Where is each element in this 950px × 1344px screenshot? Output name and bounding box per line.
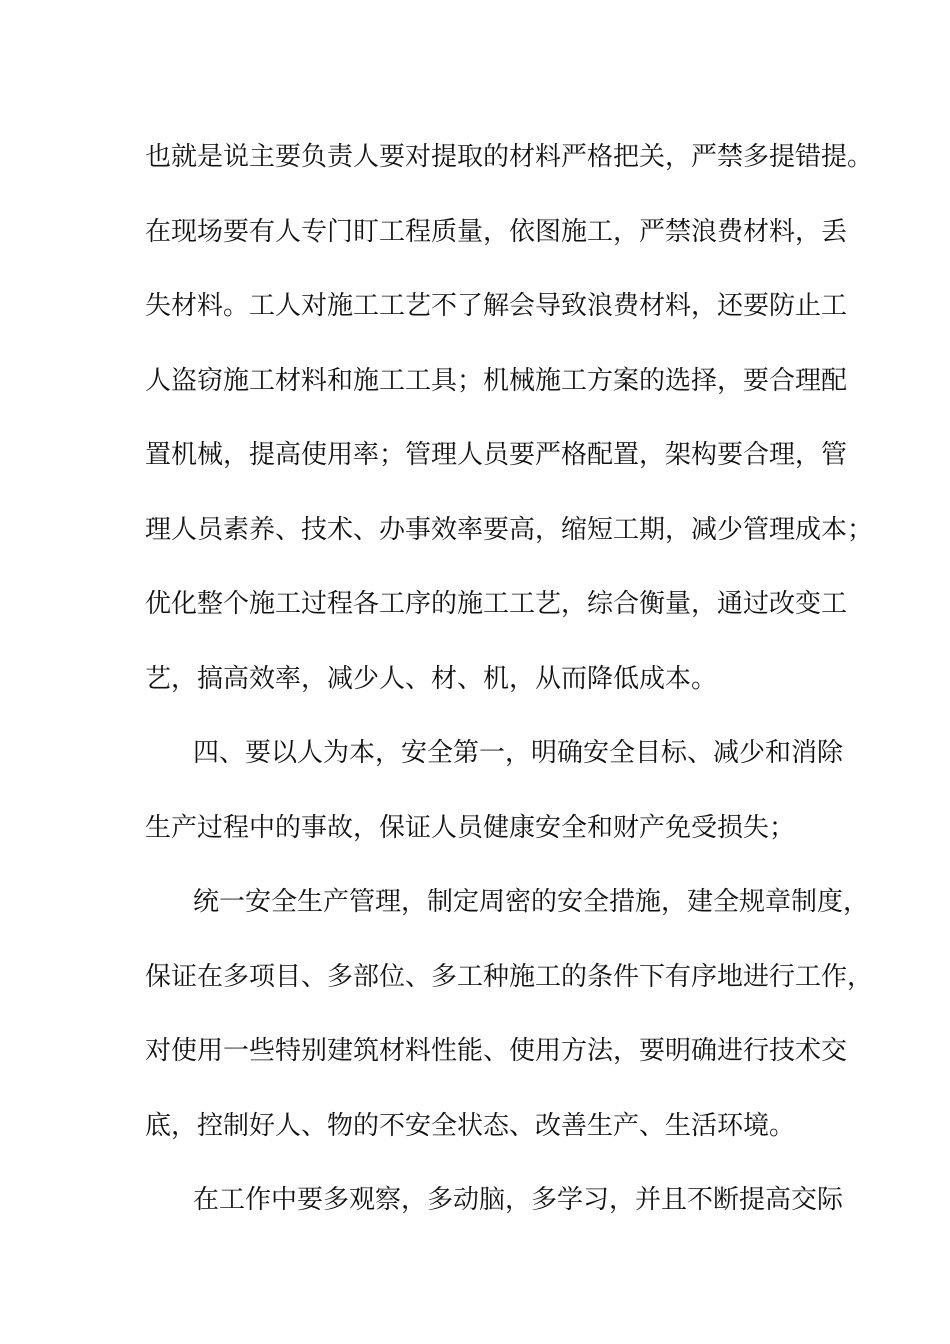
text-line: 置机械，提高使用率；管理人员要严格配置，架构要合理，管 <box>145 440 848 470</box>
paragraph-heading: 四、要以人为本，安全第一，明确安全目标、减少和消除 <box>193 738 844 768</box>
text-line: 失材料。工人对施工工艺不了解会导致浪费材料，还要防止工 <box>145 291 848 321</box>
text-line: 优化整个施工过程各工序的施工工艺，综合衡量，通过改变工 <box>145 589 848 619</box>
paragraph-start: 在工作中要多观察，多动脑，多学习，并且不断提高交际 <box>193 1185 844 1215</box>
text-line: 理人员素养、技术、办事效率要高，缩短工期，减少管理成本； <box>145 515 874 545</box>
text-line: 也就是说主要负责人要对提取的材料严格把关，严禁多提错提。 <box>145 142 874 172</box>
text-line: 艺，搞高效率，减少人、材、机，从而降低成本。 <box>145 664 718 694</box>
text-line: 人盗窃施工材料和施工工具；机械施工方案的选择，要合理配 <box>145 366 848 396</box>
text-line: 生产过程中的事故，保证人员健康安全和财产免受损失； <box>145 813 796 843</box>
text-line: 在现场要有人专门盯工程质量，依图施工，严禁浪费材料，丢 <box>145 217 848 247</box>
paragraph-start: 统一安全生产管理，制定周密的安全措施，建全规章制度， <box>193 887 870 917</box>
text-line: 对使用一些特别建筑材料性能、使用方法，要明确进行技术交 <box>145 1036 848 1066</box>
text-line: 保证在多项目、多部位、多工种施工的条件下有序地进行工作， <box>145 962 874 992</box>
text-line: 底，控制好人、物的不安全状态、改善生产、生活环境。 <box>145 1111 796 1141</box>
